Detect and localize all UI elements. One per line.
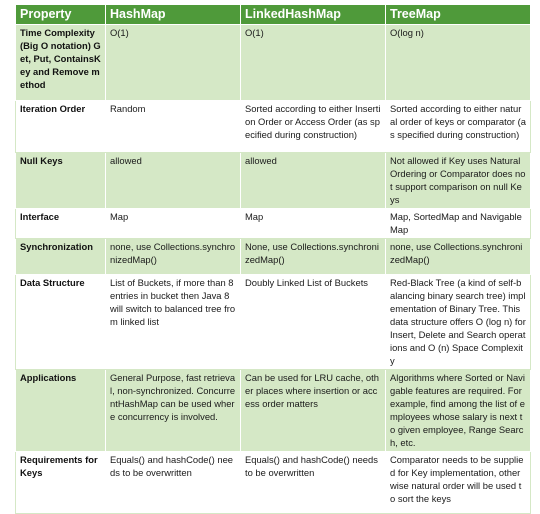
table-row (16, 370, 531, 452)
cell-treemap: none, use Collections.synchronizedMap() (386, 239, 531, 275)
row-label-applications: Applications (16, 370, 106, 452)
row-label-data-structure: Data Structure (16, 275, 106, 370)
cell-hashmap: Random (106, 101, 241, 153)
cell-hashmap: allowed (106, 153, 241, 209)
cell-hashmap: Map (106, 209, 241, 239)
row-label-interface: Interface (16, 209, 106, 239)
cell-treemap: O(log n) (386, 25, 531, 101)
cell-linkedhashmap: None, use Collections.synchronizedMap() (241, 239, 386, 275)
row-label-requirements-for-keys: Requirements for Keys (16, 452, 106, 514)
cell-treemap: Sorted according to either natural order of keys or comparator (as specified during construction) (386, 101, 531, 153)
cell-treemap: Algorithms where Sorted or Navigable features are required. For example, find among the list of employees whose salary is next to given employee, Range Search, etc. (386, 370, 531, 452)
cell-hashmap: O(1) (106, 25, 241, 101)
table-row (16, 239, 531, 275)
cell-treemap: Comparator needs to be supplied for Key implementation, otherwise natural order will be used to sort the keys (386, 452, 531, 514)
header-treemap: TreeMap (386, 5, 531, 25)
table-body (16, 25, 531, 514)
cell-treemap: Red-Black Tree (a kind of self-balancing binary search tree) implementation of Binary Tree. This data structure offers O (log n) for Insert, Delete and Search operations and O (n) Space Complexity (386, 275, 531, 370)
cell-hashmap: Equals() and hashCode() needs to be overwritten (106, 452, 241, 514)
cell-treemap: Not allowed if Key uses Natural Ordering or Comparator does not support comparison on null Keys (386, 153, 531, 209)
table-row (16, 25, 531, 101)
header-property: Property (16, 5, 106, 25)
cell-hashmap: General Purpose, fast retrieval, non-synchronized. ConcurrentHashMap can be used where concurrency is involved. (106, 370, 241, 452)
row-label-null-keys: Null Keys (16, 153, 106, 209)
cell-linkedhashmap: Can be used for LRU cache, other places where insertion or access order matters (241, 370, 386, 452)
header-hashmap: HashMap (106, 5, 241, 25)
cell-linkedhashmap: allowed (241, 153, 386, 209)
header-linkedhashmap: LinkedHashMap (241, 5, 386, 25)
row-label-synchronization: Synchronization (16, 239, 106, 275)
table-row (16, 275, 531, 370)
table-row (16, 452, 531, 514)
cell-linkedhashmap: Equals() and hashCode() needs to be overwritten (241, 452, 386, 514)
header-row (16, 5, 531, 25)
table-row (16, 101, 531, 153)
table-header (16, 5, 531, 25)
table-row (16, 153, 531, 209)
cell-treemap: Map, SortedMap and NavigableMap (386, 209, 531, 239)
cell-linkedhashmap: Map (241, 209, 386, 239)
cell-hashmap: List of Buckets, if more than 8 entries in bucket then Java 8 will switch to balanced tree from linked list (106, 275, 241, 370)
table-row (16, 209, 531, 239)
cell-hashmap: none, use Collections.synchronizedMap() (106, 239, 241, 275)
cell-linkedhashmap: Sorted according to either Insertion Order or Access Order (as specified during construction) (241, 101, 386, 153)
cell-linkedhashmap: Doubly Linked List of Buckets (241, 275, 386, 370)
cell-linkedhashmap: O(1) (241, 25, 386, 101)
row-label-time-complexity: Time Complexity (Big O notation) Get, Put, ContainsKey and Remove method (16, 25, 106, 101)
map-comparison-table (15, 4, 531, 514)
row-label-iteration-order: Iteration Order (16, 101, 106, 153)
